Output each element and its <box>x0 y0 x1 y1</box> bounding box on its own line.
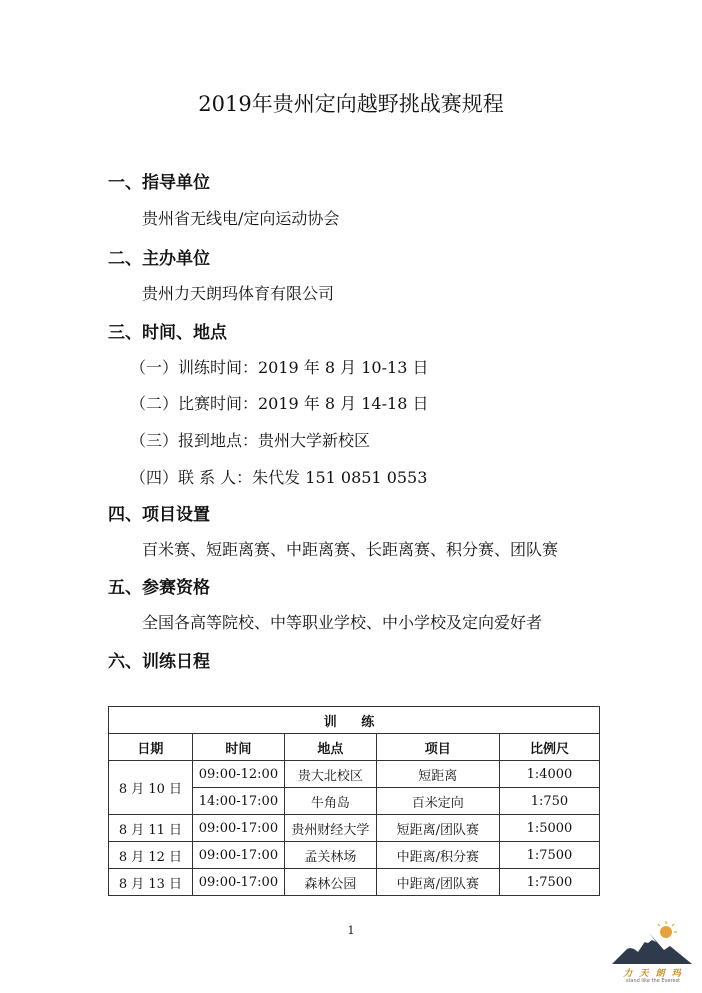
table-row <box>109 815 600 842</box>
section-heading-events: 四、项目设置 <box>108 505 210 525</box>
competition-time-line: （二）比赛时间：2019 年 8 月 14-18 日 <box>130 394 429 413</box>
table-caption: 训 练 <box>109 707 600 734</box>
cell-place: 贵大北校区 <box>285 761 377 788</box>
registration-place-line: （三）报到地点：贵州大学新校区 <box>130 431 371 450</box>
section-heading-training-schedule: 六、训练日程 <box>108 652 210 672</box>
header-scale: 比例尺 <box>499 734 599 761</box>
cell-project: 短距离 <box>376 761 499 788</box>
cell-place: 森林公园 <box>285 869 377 896</box>
cell-project: 中距离/团队赛 <box>376 869 499 896</box>
section-content-organizer: 贵州力天朗玛体育有限公司 <box>142 284 335 303</box>
section-heading-eligibility: 五、参赛资格 <box>108 578 210 598</box>
header-place: 地点 <box>285 734 377 761</box>
cell-time: 09:00-12:00 <box>192 761 284 788</box>
training-time-line: （一）训练时间：2019 年 8 月 10-13 日 <box>130 358 429 377</box>
table-row <box>109 869 600 896</box>
cell-time: 14:00-17:00 <box>192 788 284 815</box>
table-row <box>109 761 600 788</box>
sun-icon <box>660 926 672 938</box>
header-project: 项目 <box>376 734 499 761</box>
header-time: 时间 <box>192 734 284 761</box>
header-date: 日期 <box>109 734 193 761</box>
training-schedule-table <box>108 706 600 896</box>
section-content-events: 百米赛、短距离赛、中距离赛、长距离赛、积分赛、团队赛 <box>142 540 559 559</box>
section-heading-organizer: 二、主办单位 <box>108 249 210 269</box>
logo-name: 力 天 朗 玛 <box>623 969 683 979</box>
logo-tagline: stand like the Everest <box>625 978 681 984</box>
cell-scale: 1:7500 <box>499 869 599 896</box>
section-content-guidance: 贵州省无线电/定向运动协会 <box>142 209 340 228</box>
cell-place: 贵州财经大学 <box>285 815 377 842</box>
cell-date: 8 月 13 日 <box>109 869 193 896</box>
cell-scale: 1:5000 <box>499 815 599 842</box>
section-heading-time-place: 三、时间、地点 <box>108 323 227 343</box>
table-row <box>109 842 600 869</box>
cell-place: 孟关林场 <box>285 842 377 869</box>
contact-person-line: （四）联 系 人：朱代发 151 0851 0553 <box>130 468 428 487</box>
cell-scale: 1:750 <box>499 788 599 815</box>
cell-time: 09:00-17:00 <box>192 869 284 896</box>
section-heading-guidance: 一、指导单位 <box>108 173 210 193</box>
cell-time: 09:00-17:00 <box>192 815 284 842</box>
section-content-eligibility: 全国各高等院校、中等职业学校、中小学校及定向爱好者 <box>142 613 543 632</box>
cell-project: 中距离/积分赛 <box>376 842 499 869</box>
cell-project: 短距离/团队赛 <box>376 815 499 842</box>
cell-scale: 1:4000 <box>499 761 599 788</box>
cell-scale: 1:7500 <box>499 842 599 869</box>
page-number: 1 <box>347 924 355 937</box>
cell-date: 8 月 11 日 <box>109 815 193 842</box>
cell-place: 牛角岛 <box>285 788 377 815</box>
cell-date: 8 月 12 日 <box>109 842 193 869</box>
cell-date: 8 月 10 日 <box>109 761 193 815</box>
document-title: 2019年贵州定向越野挑战赛规程 <box>198 92 504 116</box>
cell-time: 09:00-17:00 <box>192 842 284 869</box>
cell-project: 百米定向 <box>376 788 499 815</box>
